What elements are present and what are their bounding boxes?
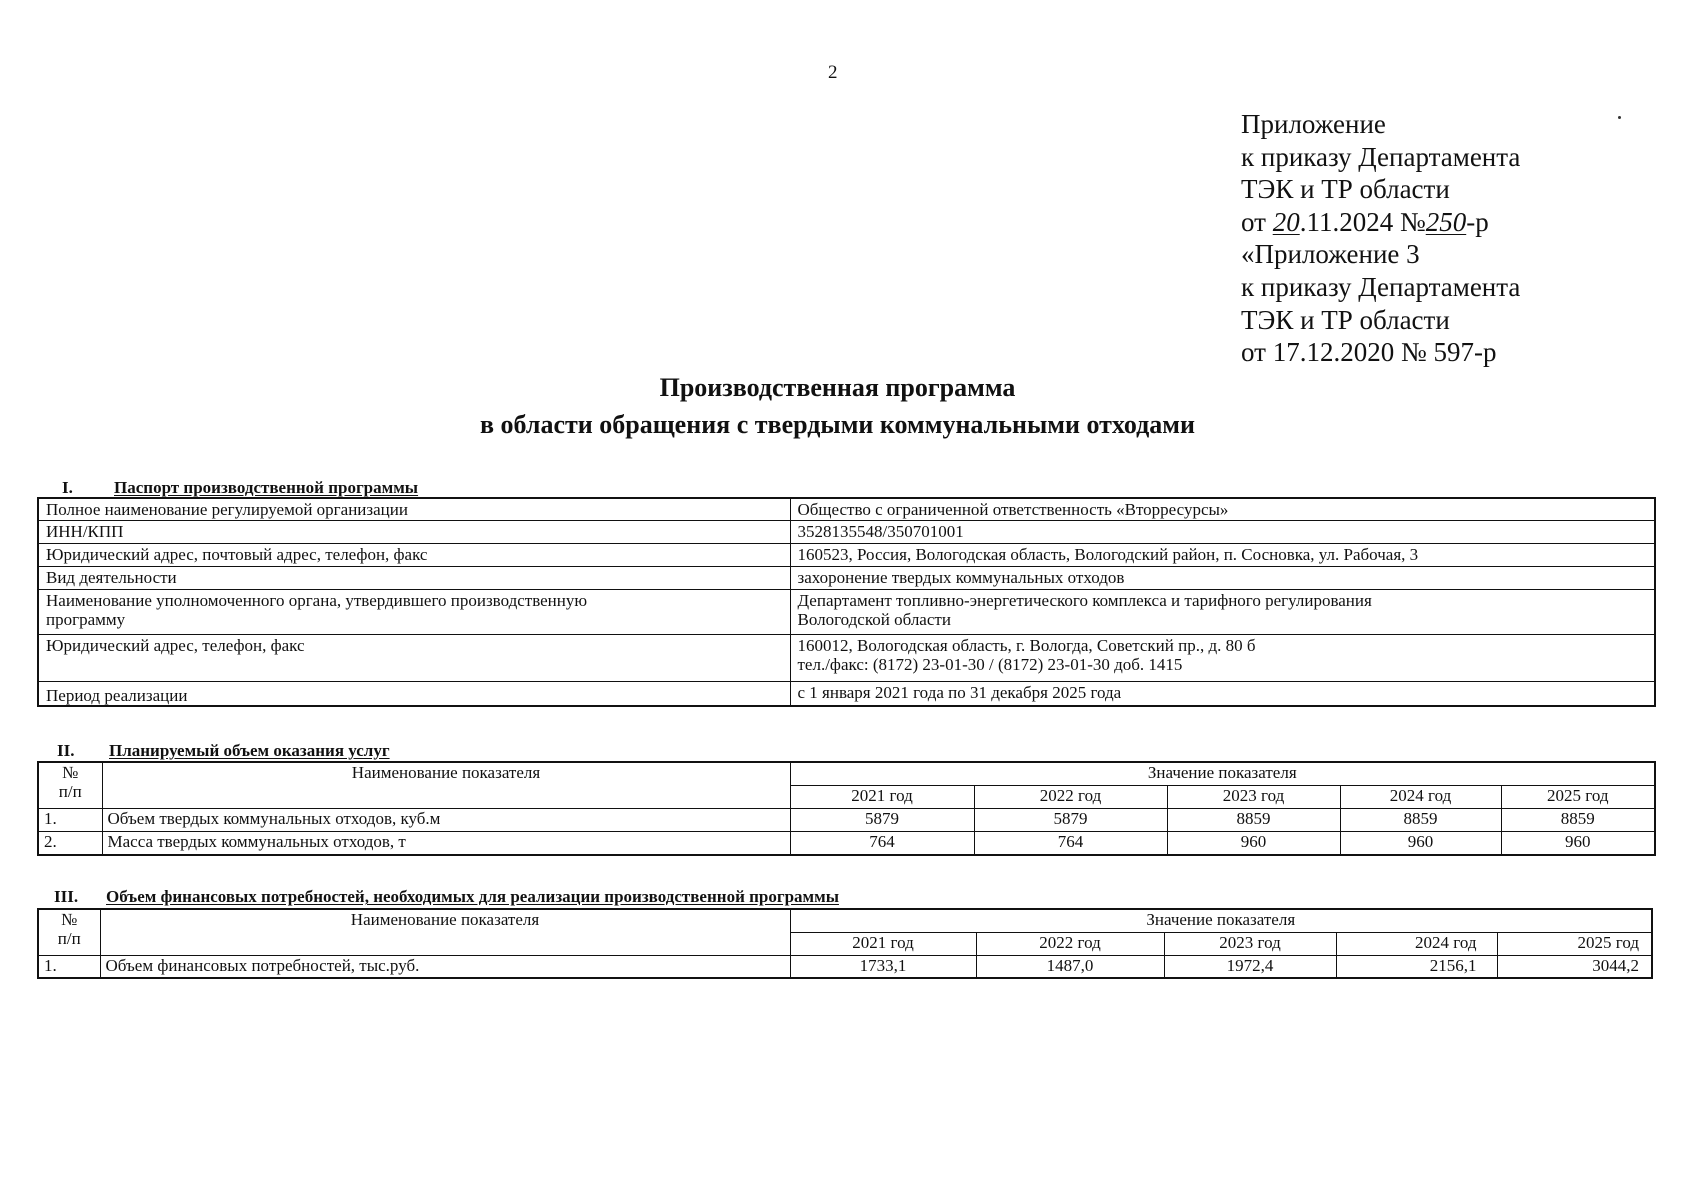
header-line: № [61, 910, 78, 929]
row-num: 1. [38, 808, 102, 831]
appendix-line: Приложение [1241, 109, 1386, 139]
col-header-name: Наименование показателя [102, 762, 790, 808]
row-value: 2156,1 [1336, 955, 1497, 978]
section1-title: Паспорт производственной программы [114, 478, 419, 497]
row-value: 960 [1501, 831, 1655, 855]
col-header-value: Значение показателя [790, 909, 1652, 932]
appendix-line: ТЭК и ТР области [1241, 304, 1450, 335]
table-header-row [38, 762, 1655, 785]
order-day-handwritten: 20 [1272, 206, 1300, 237]
row-value: 960 [1167, 831, 1340, 855]
row-num: 1. [38, 955, 100, 978]
row-value: 8859 [1501, 808, 1655, 831]
year-header: 2023 год [1167, 785, 1340, 808]
table-row [38, 831, 1655, 855]
value-line: тел./факс: (8172) 23-01-30 / (8172) 23-01-30 доб. 1415 [797, 654, 1183, 674]
year-header: 2025 год [1501, 785, 1655, 808]
table-row [38, 955, 1652, 978]
table-row [38, 498, 1655, 520]
passport-label [38, 589, 790, 634]
section2-number: II. [57, 741, 75, 760]
header-line: п/п [58, 782, 82, 801]
passport-value [790, 589, 1655, 634]
row-value: 764 [790, 831, 974, 855]
page-number: 2 [828, 62, 838, 83]
year-header: 2022 год [974, 785, 1167, 808]
year-header: 2025 год [1497, 932, 1652, 955]
appendix-block [1241, 108, 1520, 369]
section2-heading [57, 741, 390, 761]
passport-label: Период реализации [38, 681, 790, 706]
appendix-line: от 17.12.2020 № 597-р [1241, 337, 1497, 368]
table-row [38, 520, 1655, 543]
section2-title: Планируемый объем оказания услуг [109, 741, 390, 760]
row-value: 8859 [1167, 808, 1340, 831]
row-value: 5879 [974, 808, 1167, 831]
financial-needs-table [37, 908, 1653, 979]
section3-heading [54, 887, 839, 907]
row-name: Объем финансовых потребностей, тыс.руб. [100, 955, 790, 978]
col-header-num [38, 909, 100, 955]
passport-label: Юридический адрес, телефон, факс [38, 634, 790, 681]
row-value: 1733,1 [790, 955, 976, 978]
passport-table [37, 497, 1656, 707]
row-num: 2. [38, 831, 102, 855]
label-line: Наименование уполномоченного органа, утвердившего производственную [46, 590, 588, 610]
row-value: 8859 [1340, 808, 1501, 831]
value-line: 160012, Вологодская область, г. Вологда, Советский пр., д. 80 б [797, 635, 1256, 655]
col-header-name: Наименование показателя [100, 909, 790, 955]
order-prefix: от [1241, 206, 1273, 237]
passport-value: 160523, Россия, Вологодская область, Вологодский район, п. Сосновка, ул. Рабочая, 3 [790, 543, 1655, 566]
passport-label: Вид деятельности [38, 566, 790, 589]
table-row [38, 808, 1655, 831]
col-header-value: Значение показателя [790, 762, 1655, 785]
table-row [38, 681, 1655, 706]
table-row [38, 566, 1655, 589]
appendix-line: «Приложение 3 [1241, 239, 1420, 270]
order-date-line [1241, 206, 1520, 239]
services-volume-table [37, 761, 1656, 856]
section3-title: Объем финансовых потребностей, необходимых для реализации производственной программы [106, 887, 839, 906]
order-number-handwritten: 250 [1425, 206, 1467, 237]
label-line: программу [46, 609, 126, 629]
passport-label: Полное наименование регулируемой организации [38, 498, 790, 520]
passport-value: с 1 января 2021 года по 31 декабря 2025 года [790, 681, 1655, 706]
year-header: 2024 год [1340, 785, 1501, 808]
year-header: 2022 год [976, 932, 1164, 955]
row-name: Объем твердых коммунальных отходов, куб.м [102, 808, 790, 831]
passport-label: ИНН/КПП [38, 520, 790, 543]
table-row [38, 589, 1655, 634]
passport-value [790, 634, 1655, 681]
row-value: 3044,2 [1497, 955, 1652, 978]
passport-value: захоронение твердых коммунальных отходов [790, 566, 1655, 589]
row-value: 5879 [790, 808, 974, 831]
document-title-line2: в области обращения с твердыми коммунальными отходами [479, 410, 1195, 439]
value-line: Вологодской области [797, 609, 951, 629]
year-header: 2023 год [1164, 932, 1336, 955]
value-line: Департамент топливно-энергетического комплекса и тарифного регулирования [797, 590, 1372, 610]
appendix-line: к приказу Департамента [1241, 141, 1521, 172]
passport-label: Юридический адрес, почтовый адрес, телефон, факс [38, 543, 790, 566]
col-header-num [38, 762, 102, 808]
section1-number: I. [62, 478, 73, 497]
year-header: 2024 год [1336, 932, 1497, 955]
table-row [38, 543, 1655, 566]
section1-heading [62, 478, 418, 498]
stray-dot-mark [1618, 116, 1621, 119]
table-header-row [38, 909, 1652, 932]
row-value: 764 [974, 831, 1167, 855]
row-value: 960 [1340, 831, 1501, 855]
document-title-line1: Производственная программа [659, 373, 1016, 402]
row-name: Масса твердых коммунальных отходов, т [102, 831, 790, 855]
appendix-line: ТЭК и ТР области [1241, 174, 1450, 205]
year-header: 2021 год [790, 932, 976, 955]
year-header: 2021 год [790, 785, 974, 808]
header-line: п/п [57, 929, 81, 948]
passport-value: 3528135548/350701001 [790, 520, 1655, 543]
row-value: 1487,0 [976, 955, 1164, 978]
header-line: № [62, 763, 79, 782]
order-suffix: -р [1466, 206, 1489, 237]
order-middle: .11.2024 № [1299, 206, 1426, 237]
appendix-line: к приказу Департамента [1241, 271, 1521, 302]
passport-value: Общество с ограниченной ответственность «Вторресурсы» [790, 498, 1655, 520]
row-value: 1972,4 [1164, 955, 1336, 978]
table-row [38, 634, 1655, 681]
section3-number: III. [54, 887, 79, 906]
